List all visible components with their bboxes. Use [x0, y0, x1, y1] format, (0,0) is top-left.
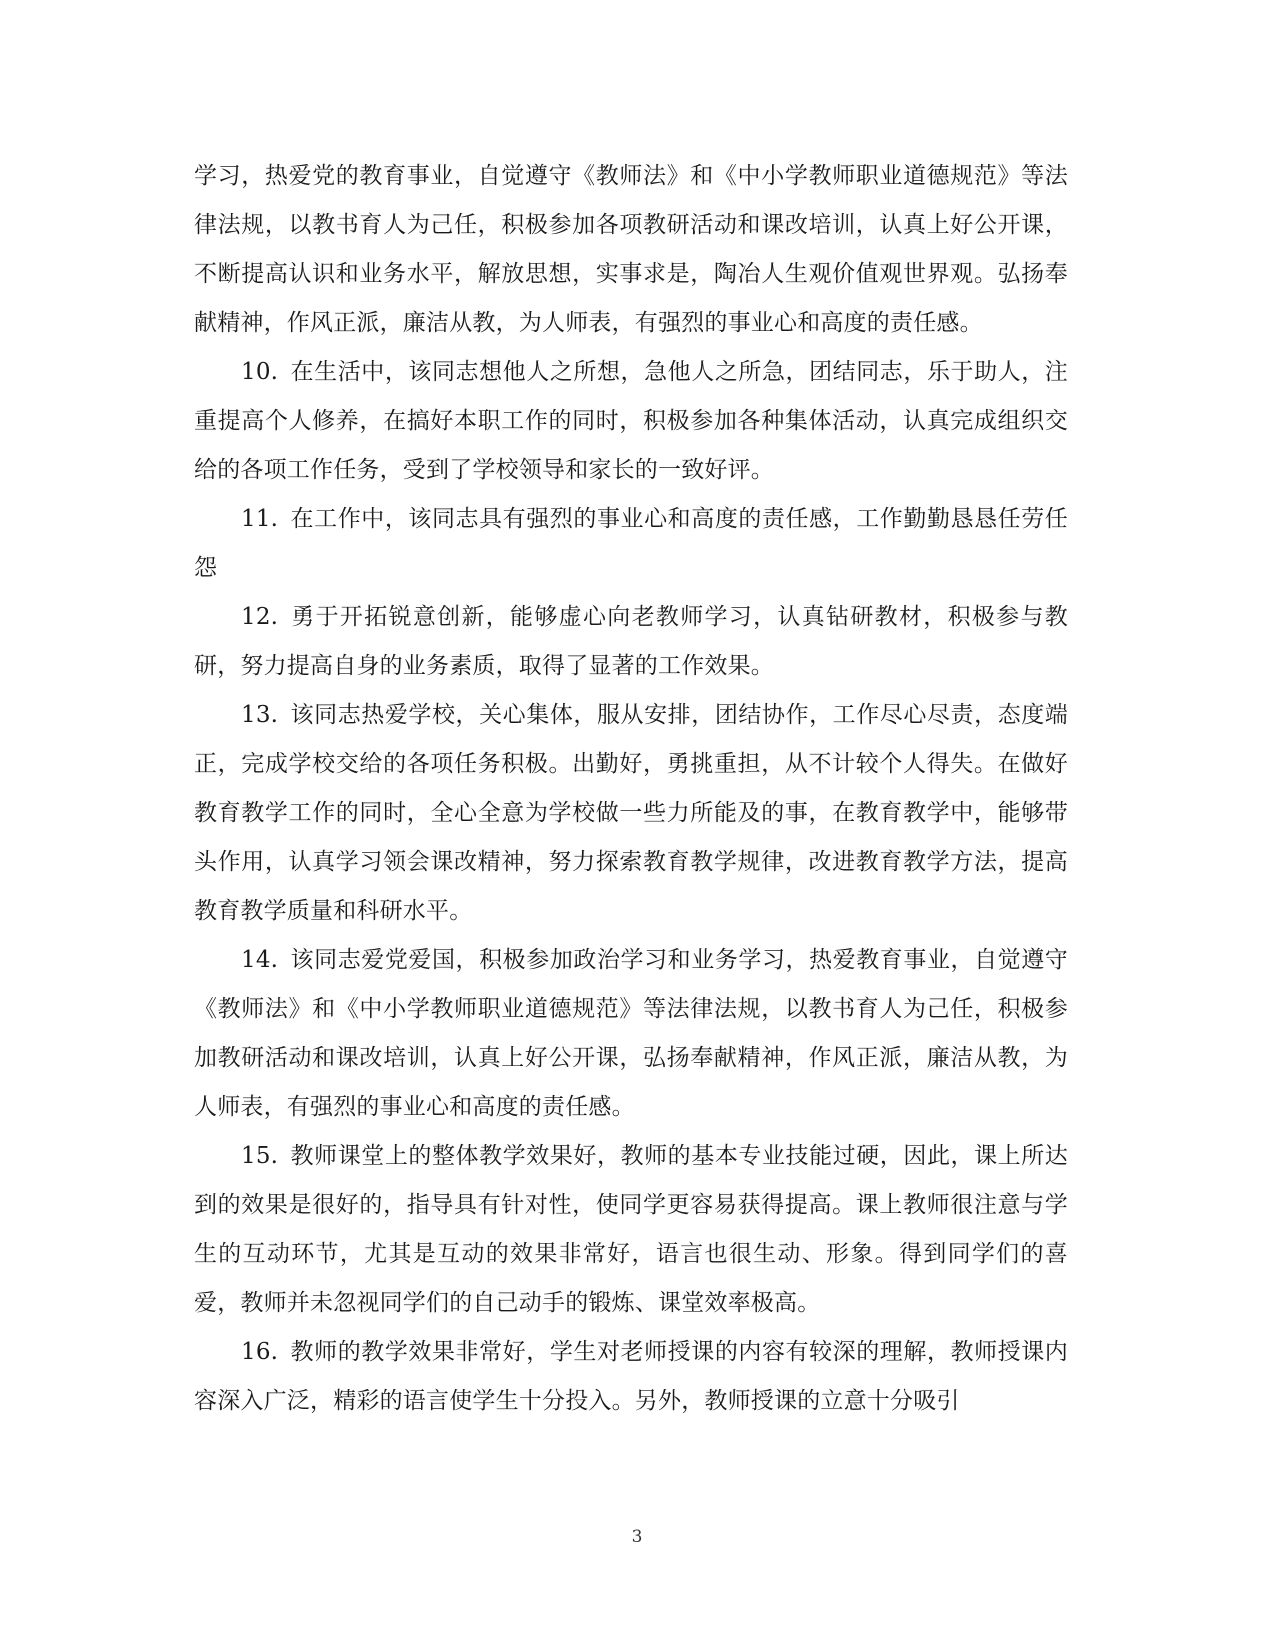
- paragraph-text: 该同志爱党爱国，积极参加政治学习和业务学习，热爱教育事业，自觉遵守《教师法》和《中小学教师职业道德规范》等法律法规，以教书育人为己任，积极参加教研活动和课改培训，认真上好公开课，弘扬奉献精神，作风正派，廉洁从教，为人师表，有强烈的事业心和高度的责任感。: [194, 947, 1068, 1120]
- paragraph-text: 该同志热爱学校，关心集体，服从安排，团结协作，工作尽心尽责，态度端正，完成学校交给的各项任务积极。出勤好，勇挑重担，从不计较个人得失。在做好教育教学工作的同时，全心全意为学校做一些力所能及的事，在教育教学中，能够带头作用，认真学习领会课改精神，努力探索教育教学规律，改进教育教学方法，提高教育教学质量和科研水平。: [194, 702, 1068, 924]
- paragraph-item-14: [194, 936, 1068, 1132]
- paragraph-item-12: [194, 593, 1068, 691]
- paragraph-text: 学习，热爱党的教育事业，自觉遵守《教师法》和《中小学教师职业道德规范》等法律法规，以教书育人为己任，积极参加各项教研活动和课改培训，认真上好公开课，不断提高认识和业务水平，解放思想，实事求是，陶冶人生观价值观世界观。弘扬奉献精神，作风正派，廉洁从教，为人师表，有强烈的事业心和高度的责任感。: [194, 163, 1068, 336]
- paragraph-text: 在生活中，该同志想他人之所想，急他人之所急，团结同志，乐于助人，注重提高个人修养，在搞好本职工作的同时，积极参加各种集体活动，认真完成组织交给的各项工作任务，受到了学校领导和家长的一致好评。: [194, 359, 1068, 483]
- paragraph-number: 15.: [241, 1143, 279, 1169]
- paragraph-number: 14.: [241, 947, 279, 973]
- paragraph-item-15: [194, 1132, 1068, 1328]
- paragraph-text: 勇于开拓锐意创新，能够虚心向老教师学习，认真钻研教材，积极参与教研，努力提高自身的业务素质，取得了显著的工作效果。: [194, 604, 1068, 679]
- document-body: [194, 152, 1068, 1426]
- paragraph-number: 10.: [241, 359, 279, 385]
- paragraph-text: 在工作中，该同志具有强烈的事业心和高度的责任感，工作勤勤恳恳任劳任怨: [194, 506, 1068, 581]
- paragraph-item-13: [194, 691, 1068, 936]
- paragraph-item-16: [194, 1328, 1068, 1426]
- paragraph-number: 11.: [241, 506, 279, 532]
- paragraph-text: 教师的教学效果非常好，学生对老师授课的内容有较深的理解，教师授课内容深入广泛，精彩的语言使学生十分投入。另外，教师授课的立意十分吸引: [194, 1339, 1068, 1414]
- page-number: 3: [631, 1527, 643, 1547]
- paragraph-item-10: [194, 348, 1068, 495]
- paragraph-continued: [194, 152, 1068, 348]
- paragraph-number: 16.: [241, 1339, 279, 1365]
- paragraph-number: 13.: [241, 702, 279, 728]
- paragraph-number: 12.: [241, 604, 279, 630]
- paragraph-item-11: [194, 495, 1068, 593]
- paragraph-text: 教师课堂上的整体教学效果好，教师的基本专业技能过硬，因此，课上所达到的效果是很好的，指导具有针对性，使同学更容易获得提高。课上教师很注意与学生的互动环节，尤其是互动的效果非常好，语言也很生动、形象。得到同学们的喜爱，教师并未忽视同学们的自己动手的锻炼、课堂效率极高。: [194, 1143, 1068, 1316]
